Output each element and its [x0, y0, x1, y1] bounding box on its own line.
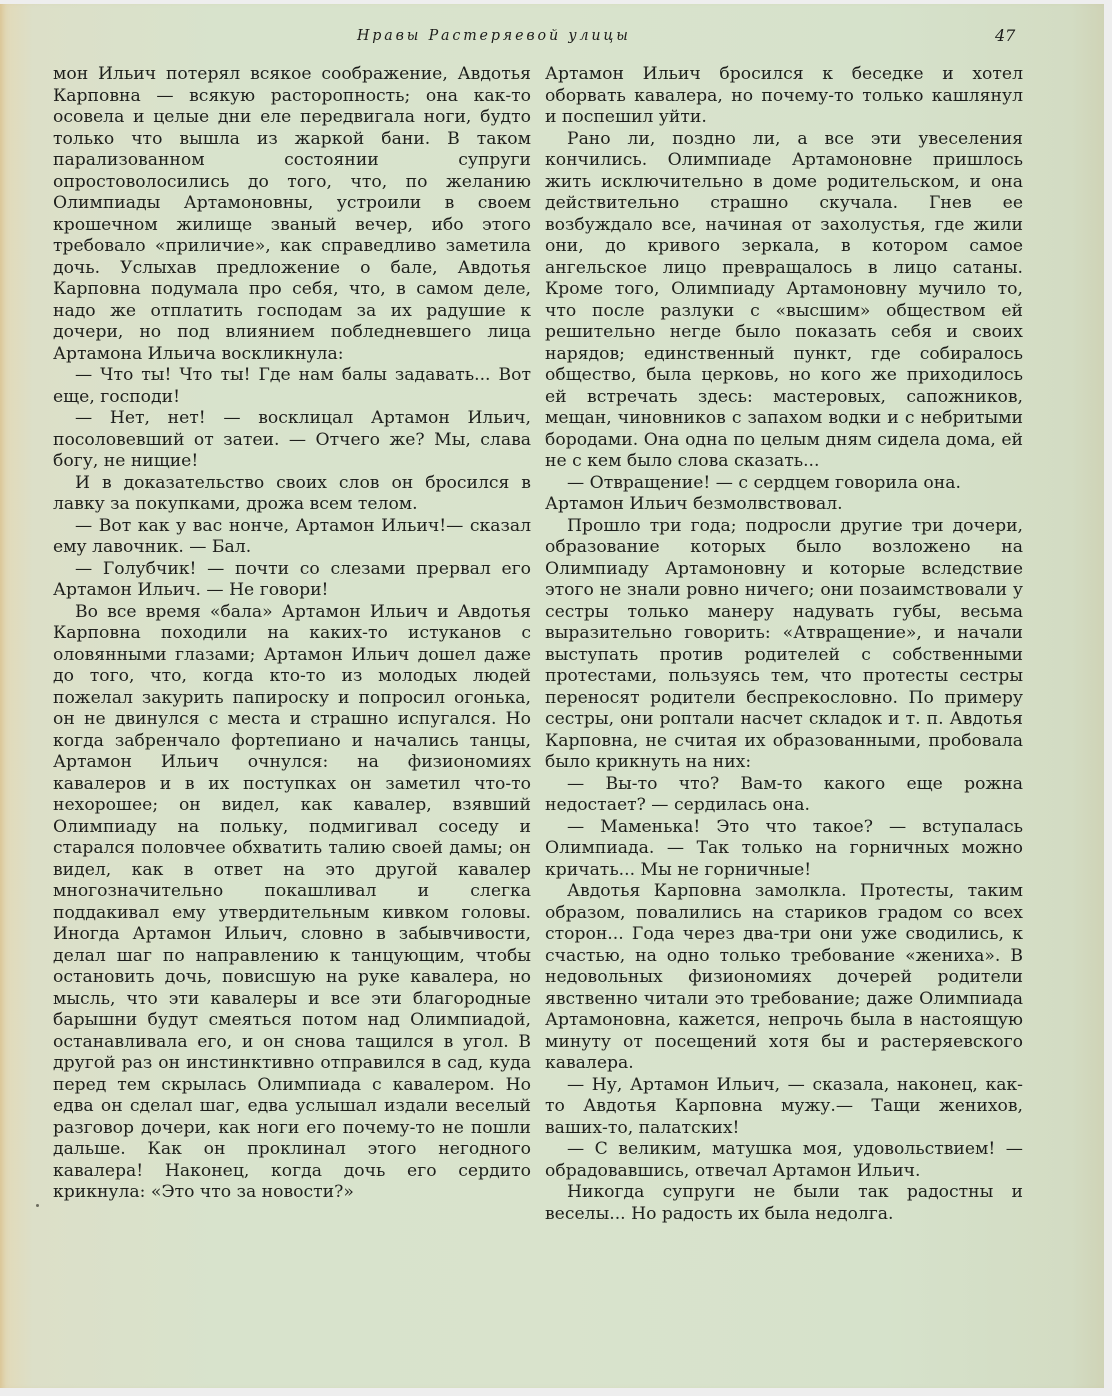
paragraph: Никогда супруги не были так радостны и веселы... Но радость их была недолга. — [545, 1182, 1023, 1224]
paragraph: — Вы-то что? Вам-то какого еще рожна недостает? — сердилась она. — [545, 773, 1023, 815]
left-column — [53, 64, 531, 1204]
paragraph: — Ну, Артамон Ильич, — сказала, наконец, как-то Авдотья Карповна мужу.— Тащи женихов, ваших-то, палатских! — [545, 1074, 1023, 1138]
book-page — [0, 4, 1104, 1388]
paragraph: — С великим, матушка моя, удовольствием! — обрадовавшись, отвечал Артамон Ильич. — [545, 1139, 1023, 1181]
paragraph: — Отвращение! — с сердцем говорила она. — [567, 472, 961, 493]
paragraph: — Нет, нет! — восклицал Артамон Ильич, посоловевший от затеи. — Отчего же? Мы, слава богу, не нищие! — [53, 408, 531, 471]
paragraph: — Маменька! Это что такое? — вступалась Олимпиада. — Так только на горничных можно кричать... Мы не горничные! — [545, 816, 1023, 880]
right-column — [545, 64, 1023, 1225]
running-title: Нравы Растеряевой улицы — [357, 26, 631, 44]
page-number: 47 — [995, 26, 1016, 45]
paragraph: Во все время «бала» Артамон Ильич и Авдотья Карповна походили на каких-то истуканов с оловянными глазами; Артамон Ильич дошел даже до того, что, когда кто-то из молодых людей пожелал закурить папироску и попросил огонька, он не двинулся с места и страшно испугался. Но когда забренчало фортепиано и начались танцы, Артамон Ильич очнулся: на физиономиях кавалеров и в их поступках он заметил что-то нехорошее; он видел, как кавалер, взявший Олимпиаду на польку, подмигивал соседу и старался половчее обхватить талию своей дамы; он видел, как в ответ на это другой кавалер многозначительно покашливал и слегка поддакивал ему утвердительным кивком головы. Иногда Артамон Ильич, словно в забывчивости, делал шаг по направлению к танцующим, чтобы остановить дочь, повисшую на руке кавалера, но мысль, что эти кавалеры и все эти благородные барышни будут смеяться потом над Олимпиадой, останавливала его, и он снова тащился в угол. В другой раз он инстинктивно отправился в сад, куда перед тем скрылась Олимпиада с кавалером. Но едва он сделал шаг, едва услышал издали веселый разговор дочери, как ноги его почему-то не пошли дальше. Как он проклинал этого негодного кавалера! Наконец, когда дочь его сердито крикнула: «Это что за новости?» — [53, 601, 531, 1202]
paragraph: Авдотья Карповна замолкла. Протесты, таким образом, повалились на стариков градом со всех сторон... Года через два-три они уже сводились, к счастью, на одно только требование «жениха». В недовольных физиономиях дочерей родители явственно читали это требование; даже Олимпиада Артамоновна, кажется, непрочь была в настоящую минуту от посещений хотя бы и растеряевского кавалера. — [545, 881, 1023, 1073]
paper-speck — [36, 1204, 39, 1207]
paragraph: Артамон Ильич безмолвствовал. — [545, 494, 843, 514]
paragraph: — Что ты! Что ты! Где нам балы задавать... Вот еще, господи! — [53, 365, 531, 407]
paragraph: — Голубчик! — почти со слезами прервал его Артамон Ильич. — Не говори! — [53, 558, 531, 600]
page-header — [0, 24, 1104, 48]
paragraph: — Вот как у вас нонче, Артамон Ильич!— сказал ему лавочник. — Бал. — [53, 515, 531, 557]
paragraph: Прошло три года; подросли другие три дочери, образование которых было возложено на Олимпиаду Артамоновну и которые вследствие этого не знали ровно ничего; они позаимствовали у сестры только манеру надувать губы, весьма выразительно говорить: «Атвращение», и начали выступать против родителей с собственными протестами, пользуясь тем, что протесты сестры переносят родители беспрекословно. По примеру сестры, они роптали насчет складок и т. п. Авдотья Карповна, не считая их образованными, пробовала было крикнуть на них: — [545, 515, 1023, 772]
paragraph: Артамон Ильич бросился к беседке и хотел оборвать кавалера, но почему-то только кашлянул и поспешил уйти. — [545, 64, 1023, 127]
paragraph: Рано ли, поздно ли, а все эти увеселения кончились. Олимпиаде Артамоновне пришлось жить исключительно в доме родительском, и она действительно страшно скучала. Гнев ее возбуждало все, начиная от захолустья, где жили они, до кривого зеркала, в котором самое ангельское лицо превращалось в лицо сатаны. Кроме того, Олимпиаду Артамоновну мучило то, что после разлуки с «высшим» обществом ей решительно негде было показать себя и своих нарядов; единственный пункт, где собиралось общество, была церковь, но кого же приходилось ей встречать здесь: мастеровых, сапожников, мещан, чиновников с запахом водки и с небритыми бородами. Она одна по целым дням сидела дома, ей не с кем было слова сказать... — [545, 128, 1023, 471]
paragraph: И в доказательство своих слов он бросился в лавку за покупками, дрожа всем телом. — [53, 472, 531, 514]
paragraph: мон Ильич потерял всякое соображение, Авдотья Карповна — всякую расторопность; она как-то осовела и целые дни еле передвигала ноги, будто только что вышла из жаркой бани. В таком парализованном состоянии супруги опростоволосились до того, что, по желанию Олимпиады Артамоновны, устроили в своем крошечном жилище званый вечер, ибо этого требовало «приличие», как справедливо заметила дочь. Услыхав предложение о бале, Авдотья Карповна подумала про себя, что, в самом деле, надо же отплатить господам за их радушие к дочери, но под влиянием побледневшего лица Артамона Ильича воскликнула: — [53, 64, 531, 364]
